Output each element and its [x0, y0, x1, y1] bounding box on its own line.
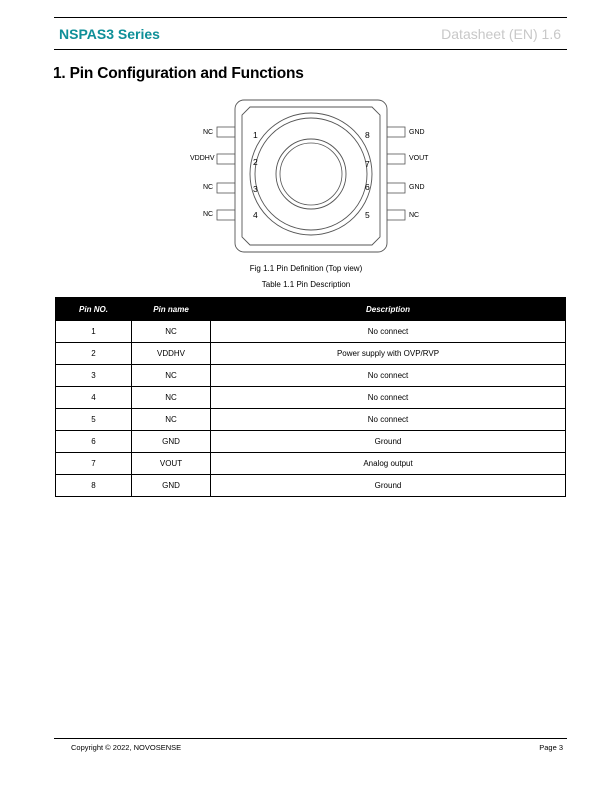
header-top-rule — [54, 17, 567, 18]
pin-lead-4 — [217, 210, 235, 220]
table-row — [56, 453, 566, 475]
document-version: Datasheet (EN) 1.6 — [441, 26, 561, 42]
cell-pin-name: NC — [132, 409, 211, 431]
figure-caption: Fig 1.1 Pin Definition (Top view) — [249, 264, 363, 273]
cell-pin-no: 6 — [56, 431, 132, 453]
cell-description: No connect — [211, 321, 566, 343]
cell-description: Ground — [211, 475, 566, 497]
cell-pin-no: 8 — [56, 475, 132, 497]
table-row — [56, 321, 566, 343]
section-title: 1. Pin Configuration and Functions — [53, 65, 304, 82]
pin-lead-1 — [217, 127, 235, 137]
pin-number-3: 3 — [253, 184, 258, 194]
pin-lead-2 — [217, 154, 235, 164]
pin-lead-6 — [387, 183, 405, 193]
pin-number-5: 5 — [365, 210, 370, 220]
cell-pin-no: 1 — [56, 321, 132, 343]
cell-pin-no: 7 — [56, 453, 132, 475]
cell-pin-no: 4 — [56, 387, 132, 409]
pin-number-2: 2 — [253, 157, 258, 167]
cell-description: Ground — [211, 431, 566, 453]
header-description: Description — [211, 298, 566, 321]
table-header-row — [56, 298, 566, 321]
pin-lead-7 — [387, 154, 405, 164]
pin-number-8: 8 — [365, 130, 370, 140]
pin-number-7: 7 — [365, 159, 370, 169]
pin-label-5: NC — [409, 212, 420, 219]
pin-number-6: 6 — [365, 182, 370, 192]
header-pin-no: Pin NO. — [56, 298, 132, 321]
cell-pin-name: NC — [132, 387, 211, 409]
pin-description-table — [55, 297, 566, 497]
package-body — [235, 100, 387, 252]
pin-label-3: NC — [203, 184, 214, 191]
cell-description: Power supply with OVP/RVP — [211, 343, 566, 365]
pin-label-8: GND — [409, 129, 425, 136]
pin-lead-8 — [387, 127, 405, 137]
cell-pin-name: NC — [132, 365, 211, 387]
page-number: Page 3 — [539, 743, 563, 752]
pin-number-4: 4 — [253, 210, 258, 220]
table-row — [56, 475, 566, 497]
cell-pin-no: 2 — [56, 343, 132, 365]
pin-label-7: VOUT — [409, 155, 429, 162]
pin-label-1: NC — [203, 129, 214, 136]
cell-description: No connect — [211, 409, 566, 431]
cell-pin-name: GND — [132, 431, 211, 453]
cell-description: No connect — [211, 365, 566, 387]
header-pin-name: Pin name — [132, 298, 211, 321]
pin-label-6: GND — [409, 184, 425, 191]
footer-rule — [54, 738, 567, 739]
table-row — [56, 409, 566, 431]
pin-lead-5 — [387, 210, 405, 220]
pin-label-4: NC — [203, 211, 214, 218]
table-row — [56, 431, 566, 453]
pin-number-1: 1 — [253, 130, 258, 140]
cell-pin-name: GND — [132, 475, 211, 497]
document-series-title: NSPAS3 Series — [59, 26, 160, 42]
cell-pin-name: VOUT — [132, 453, 211, 475]
pin-label-2: VDDHV — [190, 155, 215, 162]
package-drawing — [180, 95, 440, 257]
cell-description: No connect — [211, 387, 566, 409]
table-caption: Table 1.1 Pin Description — [261, 280, 351, 289]
cell-pin-no: 3 — [56, 365, 132, 387]
pin-diagram — [180, 95, 440, 257]
cell-pin-name: VDDHV — [132, 343, 211, 365]
table-row — [56, 343, 566, 365]
cell-pin-no: 5 — [56, 409, 132, 431]
pin-lead-3 — [217, 183, 235, 193]
header-bottom-rule — [54, 49, 567, 50]
table-row — [56, 365, 566, 387]
table-row — [56, 387, 566, 409]
copyright-notice: Copyright © 2022, NOVOSENSE — [71, 743, 182, 752]
cell-description: Analog output — [211, 453, 566, 475]
cell-pin-name: NC — [132, 321, 211, 343]
